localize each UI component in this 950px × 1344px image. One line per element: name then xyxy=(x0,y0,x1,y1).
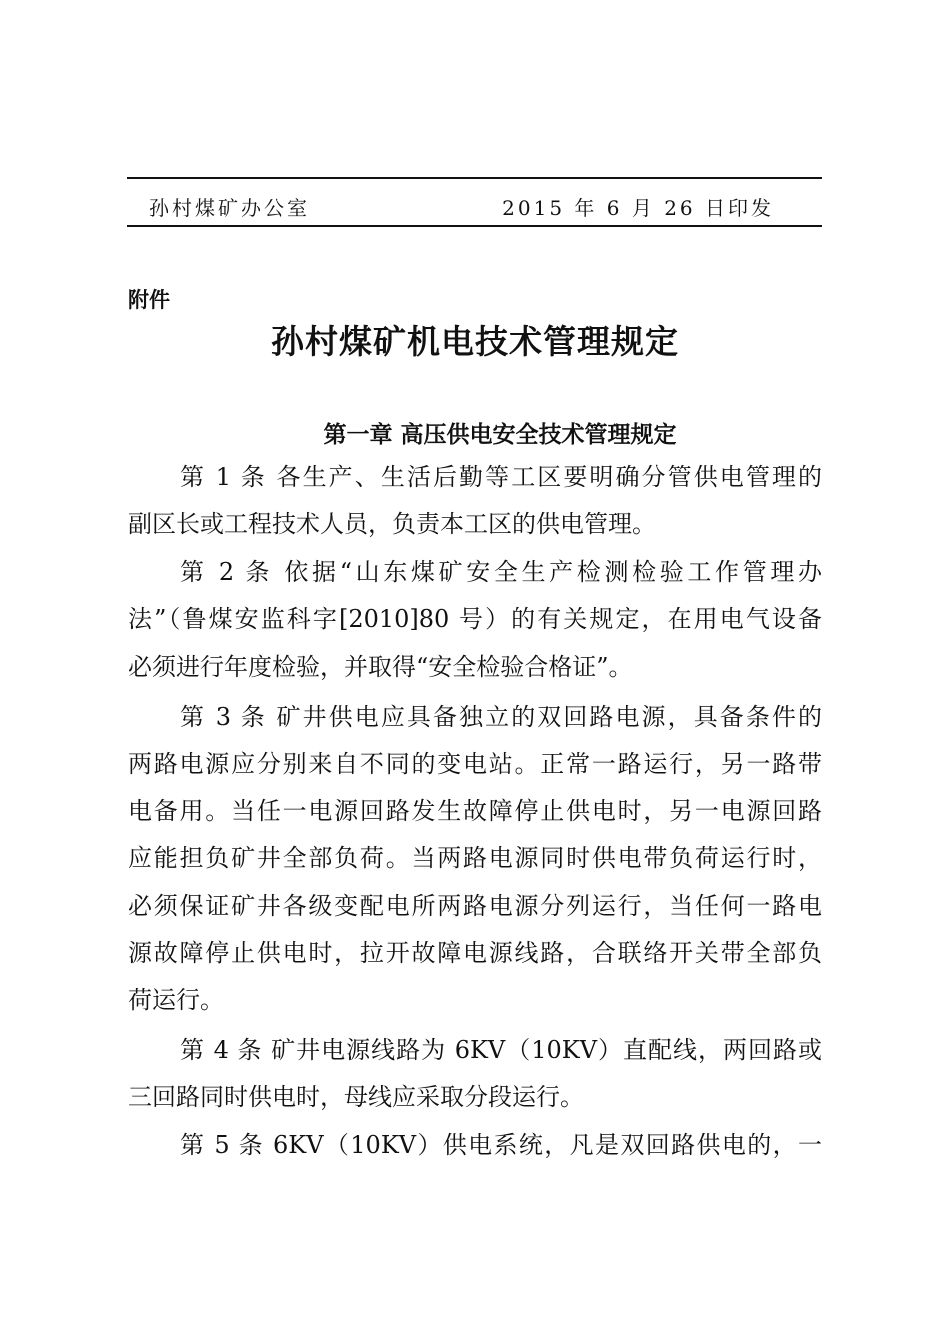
body-line: 荷运行。 xyxy=(128,986,224,1014)
issue-info-bar xyxy=(127,177,822,227)
body-line: 法”（鲁煤安监科字[2010]80 号）的有关规定，在用电气设备 xyxy=(128,605,822,633)
body-line: 源故障停止供电时，拉开故障电源线路，合联络开关带全部负 xyxy=(128,939,822,967)
body-line: 两路电源应分别来自不同的变电站。正常一路运行，另一路带 xyxy=(128,750,822,778)
document-title: 孙村煤矿机电技术管理规定 xyxy=(271,322,679,361)
body-line: 电备用。当任一电源回路发生故障停止供电时，另一电源回路 xyxy=(128,797,822,825)
body-line: 第 1 条 各生产、生活后勤等工区要明确分管供电管理的 xyxy=(180,463,822,491)
body-line: 第 5 条 6KV（10KV）供电系统，凡是双回路供电的，一 xyxy=(180,1131,822,1159)
issue-date: 2015 年 6 月 26 日印发 xyxy=(502,196,774,220)
issuer-name: 孙村煤矿办公室 xyxy=(149,196,310,220)
body-line: 必须进行年度检验，并取得“安全检验合格证”。 xyxy=(128,653,633,681)
body-line: 应能担负矿井全部负荷。当两路电源同时供电带负荷运行时， xyxy=(128,844,822,872)
chapter-heading: 第一章 高压供电安全技术管理规定 xyxy=(323,422,677,448)
body-line: 副区长或工程技术人员，负责本工区的供电管理。 xyxy=(128,510,656,538)
body-line: 第 3 条 矿井供电应具备独立的双回路电源，具备条件的 xyxy=(180,703,822,731)
attachment-label: 附件 xyxy=(128,288,170,312)
body-line: 必须保证矿井各级变配电所两路电源分列运行，当任何一路电 xyxy=(128,892,822,920)
body-line: 三回路同时供电时，母线应采取分段运行。 xyxy=(128,1083,584,1111)
body-line: 第 4 条 矿井电源线路为 6KV（10KV）直配线，两回路或 xyxy=(180,1036,822,1064)
body-line: 第 2 条 依据“山东煤矿安全生产检测检验工作管理办 xyxy=(180,558,822,586)
